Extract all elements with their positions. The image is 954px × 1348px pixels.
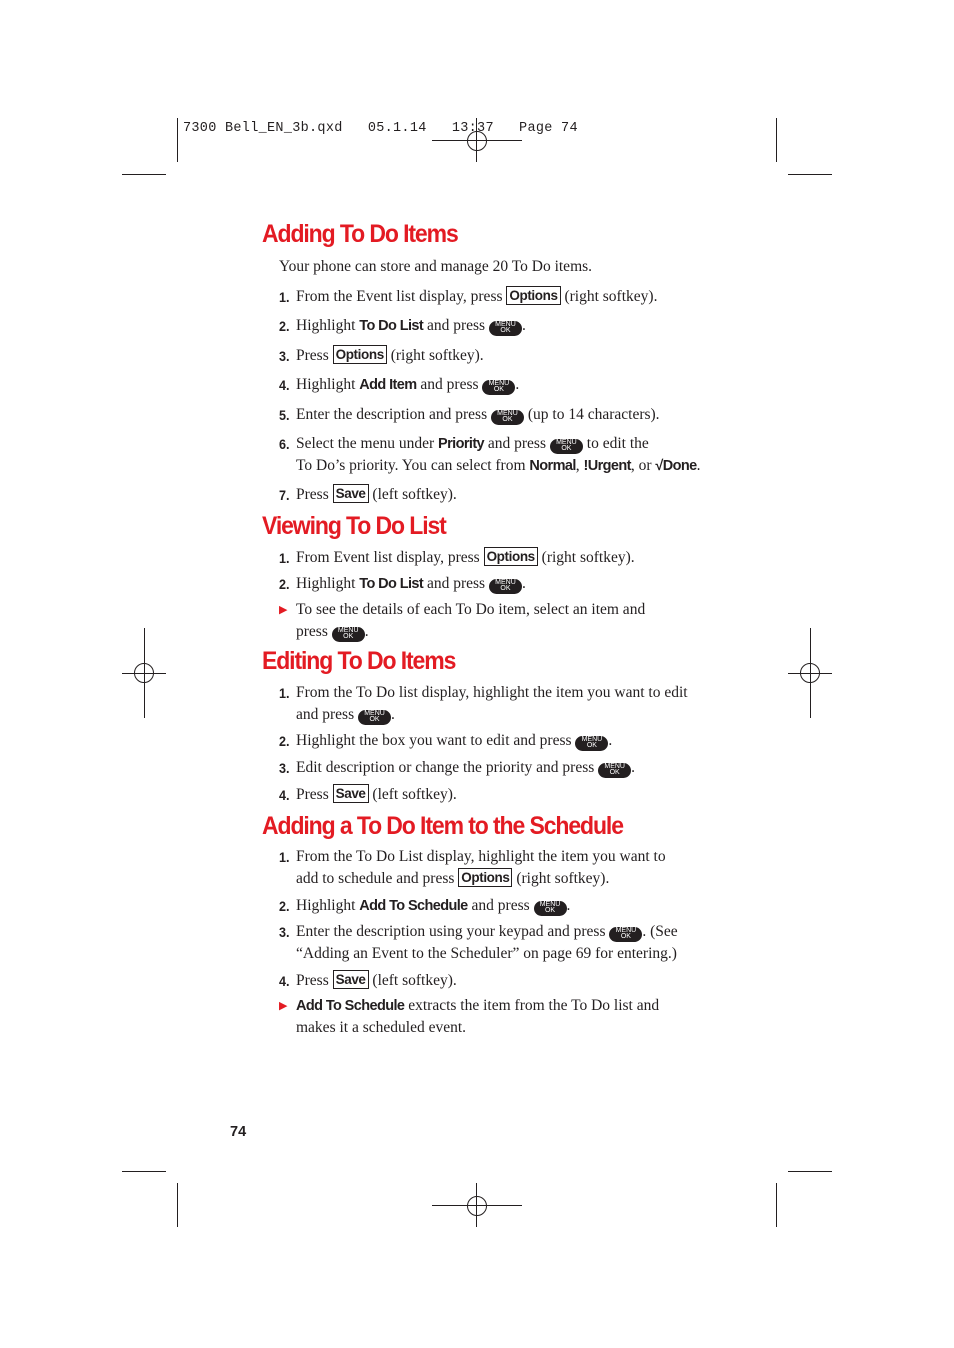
step-number: 7.	[279, 487, 290, 503]
step-number: 4.	[279, 787, 290, 803]
options-softkey: Options	[333, 345, 387, 364]
page-number: 74	[230, 1124, 247, 1140]
step-text: Press Save (left softkey).	[296, 486, 457, 503]
step-text-line2: and press MENU OK .	[296, 706, 395, 723]
heading-adding-to-do-items: Adding To Do Items	[262, 220, 458, 248]
menu-ok-key-icon: MENU OK	[575, 736, 608, 751]
menu-ok-key-icon: MENU OK	[534, 901, 567, 916]
step-text-line2: “Adding an Event to the Scheduler” on page 69 for entering.)	[296, 945, 677, 962]
step-text: Highlight the box you want to edit and press MENU OK .	[296, 732, 613, 749]
heading-adding-to-schedule: Adding a To Do Item to the Schedule	[262, 812, 623, 840]
step-number: 2.	[279, 898, 290, 914]
menu-ok-key-icon: MENU OK	[598, 763, 631, 778]
step-text: Highlight To Do List and press MENU OK .	[296, 575, 526, 592]
step-number: 2.	[279, 576, 290, 592]
menu-ok-key-icon: MENU OK	[491, 410, 524, 425]
tip-text: Add To Schedule extracts the item from the To Do list and	[296, 997, 660, 1014]
menu-ok-key-icon: MENU OK	[489, 579, 522, 594]
registration-target-icon	[134, 663, 154, 683]
step-text: From the To Do list display, highlight the item you want to edit	[296, 684, 688, 701]
step-number: 5.	[279, 407, 290, 423]
step-number: 1.	[279, 289, 290, 305]
step-text: From the To Do List display, highlight the item you want to	[296, 848, 666, 865]
step-number: 3.	[279, 348, 290, 364]
heading-viewing-to-do-list: Viewing To Do List	[262, 512, 446, 540]
menu-ok-key-icon: MENU OK	[482, 380, 515, 395]
options-softkey: Options	[484, 547, 538, 566]
step-text: Highlight To Do List and press MENU OK .	[296, 317, 526, 334]
step-number: 6.	[279, 436, 290, 452]
step-number: 4.	[279, 377, 290, 393]
step-text-line2: To Do’s priority. You can select from Normal, !Urgent, or √Done.	[296, 457, 701, 474]
tip-text-line2: press MENU OK .	[296, 623, 369, 640]
file-slug: 7300 Bell_EN_3b.qxd 05.1.14 13:37 Page 74	[183, 121, 578, 136]
step-text: Edit description or change the priority and press MENU OK .	[296, 759, 636, 776]
intro-text: Your phone can store and manage 20 To Do items.	[279, 258, 593, 275]
registration-target-icon	[800, 663, 820, 683]
step-text: Select the menu under Priority and press MENU OK to edit the	[296, 435, 649, 452]
step-number: 1.	[279, 550, 290, 566]
registration-target-icon	[467, 1196, 487, 1216]
tip-text: To see the details of each To Do item, select an item and	[296, 601, 646, 618]
menu-ok-key-icon: MENU OK	[609, 927, 642, 942]
menu-ok-key-icon: MENU OK	[358, 710, 391, 725]
step-text: From Event list display, press Options (right softkey).	[296, 549, 635, 566]
step-number: 1.	[279, 685, 290, 701]
menu-ok-key-icon: MENU OK	[332, 627, 365, 642]
step-text: Press Save (left softkey).	[296, 786, 457, 803]
bullet-arrow-icon: ▶	[279, 1000, 288, 1012]
options-softkey: Options	[458, 868, 512, 887]
step-number: 3.	[279, 760, 290, 776]
step-text-line2: add to schedule and press Options (right softkey).	[296, 870, 610, 887]
step-text: Enter the description and press MENU OK (up to 14 characters).	[296, 406, 660, 423]
menu-ok-key-icon: MENU OK	[550, 439, 583, 454]
step-text: Highlight Add To Schedule and press MENU OK .	[296, 897, 571, 914]
step-text: From the Event list display, press Options (right softkey).	[296, 288, 658, 305]
step-number: 2.	[279, 318, 290, 334]
tip-text-line2: makes it a scheduled event.	[296, 1019, 467, 1036]
menu-ok-key-icon: MENU OK	[489, 321, 522, 336]
step-text: Enter the description using your keypad and press MENU OK . (See	[296, 923, 678, 940]
save-softkey: Save	[333, 970, 369, 989]
heading-editing-to-do-items: Editing To Do Items	[262, 647, 456, 675]
step-number: 3.	[279, 924, 290, 940]
step-text: Press Save (left softkey).	[296, 972, 457, 989]
options-softkey: Options	[506, 286, 560, 305]
step-number: 2.	[279, 733, 290, 749]
bullet-arrow-icon: ▶	[279, 604, 288, 616]
step-number: 4.	[279, 973, 290, 989]
step-text: Highlight Add Item and press MENU OK .	[296, 376, 520, 393]
step-text: Press Options (right softkey).	[296, 347, 484, 364]
step-number: 1.	[279, 849, 290, 865]
save-softkey: Save	[333, 484, 369, 503]
save-softkey: Save	[333, 784, 369, 803]
